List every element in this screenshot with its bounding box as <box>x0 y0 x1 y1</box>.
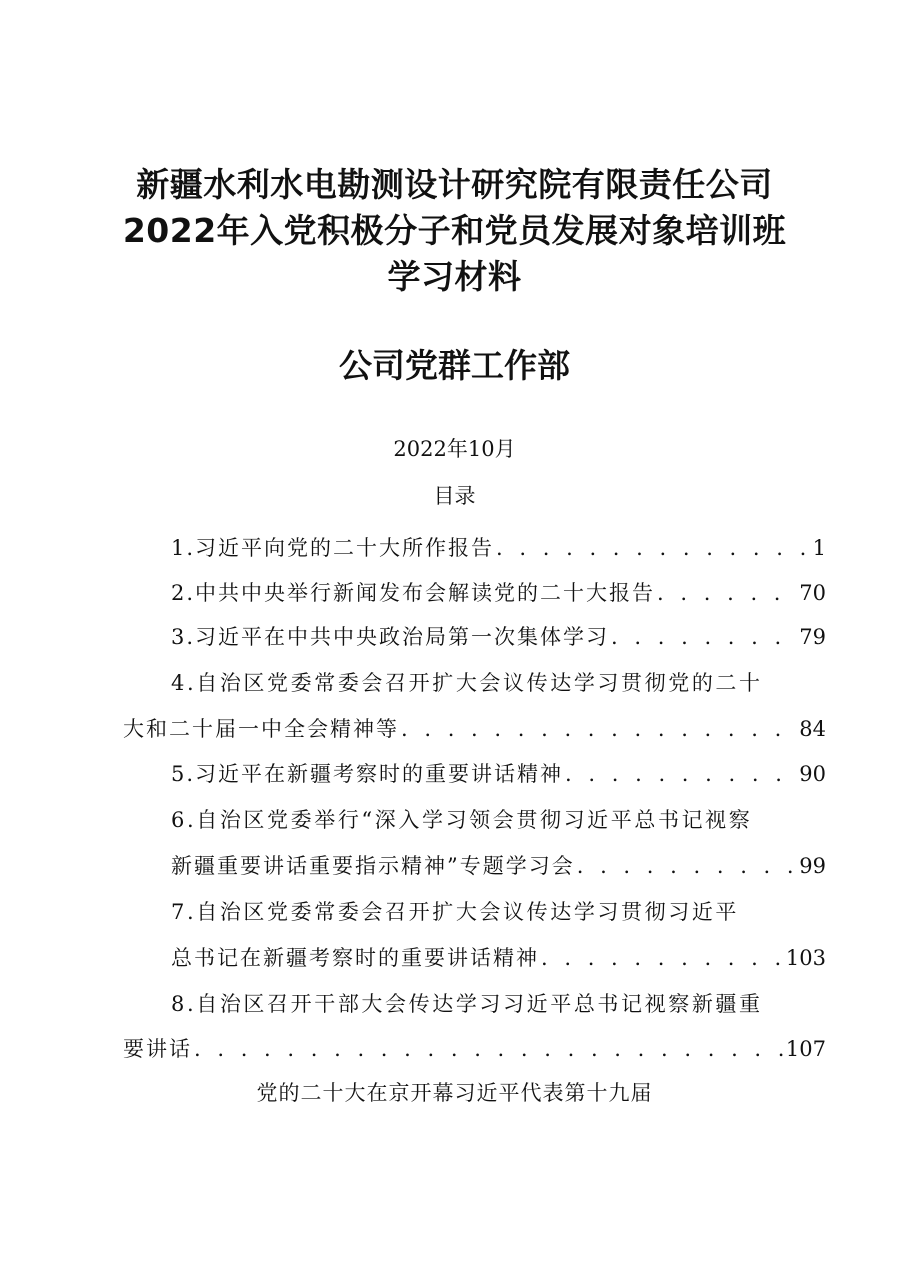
toc-item-text: 7.自治区党委常委会召开扩大会议传达学习贯彻习近平 <box>171 900 740 924</box>
toc-item-8-line-2[interactable] <box>123 1033 826 1065</box>
toc-leader-dots <box>611 621 797 653</box>
toc-leader-dots <box>401 713 797 745</box>
title-line-2: 2022年入党积极分子和党员发展对象培训班 <box>122 211 787 250</box>
toc-heading: 目录 <box>433 484 476 508</box>
document-title <box>0 162 909 300</box>
toc-item-3[interactable] <box>171 621 826 653</box>
toc-item-7-line-2[interactable] <box>171 942 826 974</box>
toc-item-6-line-1[interactable] <box>171 804 811 836</box>
toc-page-number: 107 <box>785 1037 826 1061</box>
toc-page-number: 84 <box>799 717 826 741</box>
toc-leader-dots <box>496 532 811 564</box>
toc-leader-dots <box>194 1033 784 1065</box>
toc-item-text: 6.自治区党委举行“深入学习领会贯彻习近平总书记视察 <box>171 808 753 832</box>
toc-item-2[interactable] <box>171 577 826 609</box>
toc-item-text: 总书记在新疆考察时的重要讲话精神 <box>171 946 539 970</box>
toc-item-text: 1.习近平向党的二十大所作报告 <box>171 536 495 560</box>
toc-item-text: 3.习近平在中共中央政治局第一次集体学习 <box>171 625 610 649</box>
toc-item-4-line-1[interactable] <box>171 667 811 699</box>
toc-item-text: 8.自治区召开干部大会传达学习习近平总书记视察新疆重 <box>171 992 763 1016</box>
toc-item-text: 4.自治区党委常委会召开扩大会议传达学习贯彻党的二十 <box>171 671 763 695</box>
toc-item-text: 2.中共中央举行新闻发布会解读党的二十大报告 <box>171 581 656 605</box>
toc-page-number: 103 <box>785 946 826 970</box>
title-line-1: 新疆水利水电勘测设计研究院有限责任公司 <box>136 165 773 204</box>
toc-item-text: 大和二十届一中全会精神等 <box>123 717 399 741</box>
toc-item-7-line-1[interactable] <box>171 896 791 928</box>
toc-page-number: 79 <box>799 625 826 649</box>
toc-page-number: 1 <box>812 536 826 560</box>
toc-item-5[interactable] <box>171 758 826 790</box>
toc-page-number: 99 <box>799 854 826 878</box>
toc-item-text: 要讲话 <box>123 1037 192 1061</box>
title-line-3: 学习材料 <box>387 257 522 296</box>
toc-item-6-line-2[interactable] <box>171 850 826 882</box>
toc-leader-dots <box>657 577 797 609</box>
toc-leader-dots <box>541 942 784 974</box>
department-name: 公司党群工作部 <box>339 346 570 385</box>
toc-item-1[interactable] <box>171 532 826 564</box>
toc-leader-dots <box>577 850 798 882</box>
toc-page-number: 70 <box>799 581 826 605</box>
toc-item-text: 5.习近平在新疆考察时的重要讲话精神 <box>171 762 564 786</box>
toc-item-8-line-1[interactable] <box>171 988 811 1020</box>
toc-item-4-line-2[interactable] <box>123 713 826 745</box>
article-heading: 党的二十大在京开幕习近平代表第十九届 <box>256 1081 653 1105</box>
document-date: 2022年10月 <box>393 437 516 461</box>
toc-item-text: 新疆重要讲话重要指示精神”专题学习会 <box>171 854 575 878</box>
toc-page-number: 90 <box>799 762 826 786</box>
toc-leader-dots <box>565 758 797 790</box>
